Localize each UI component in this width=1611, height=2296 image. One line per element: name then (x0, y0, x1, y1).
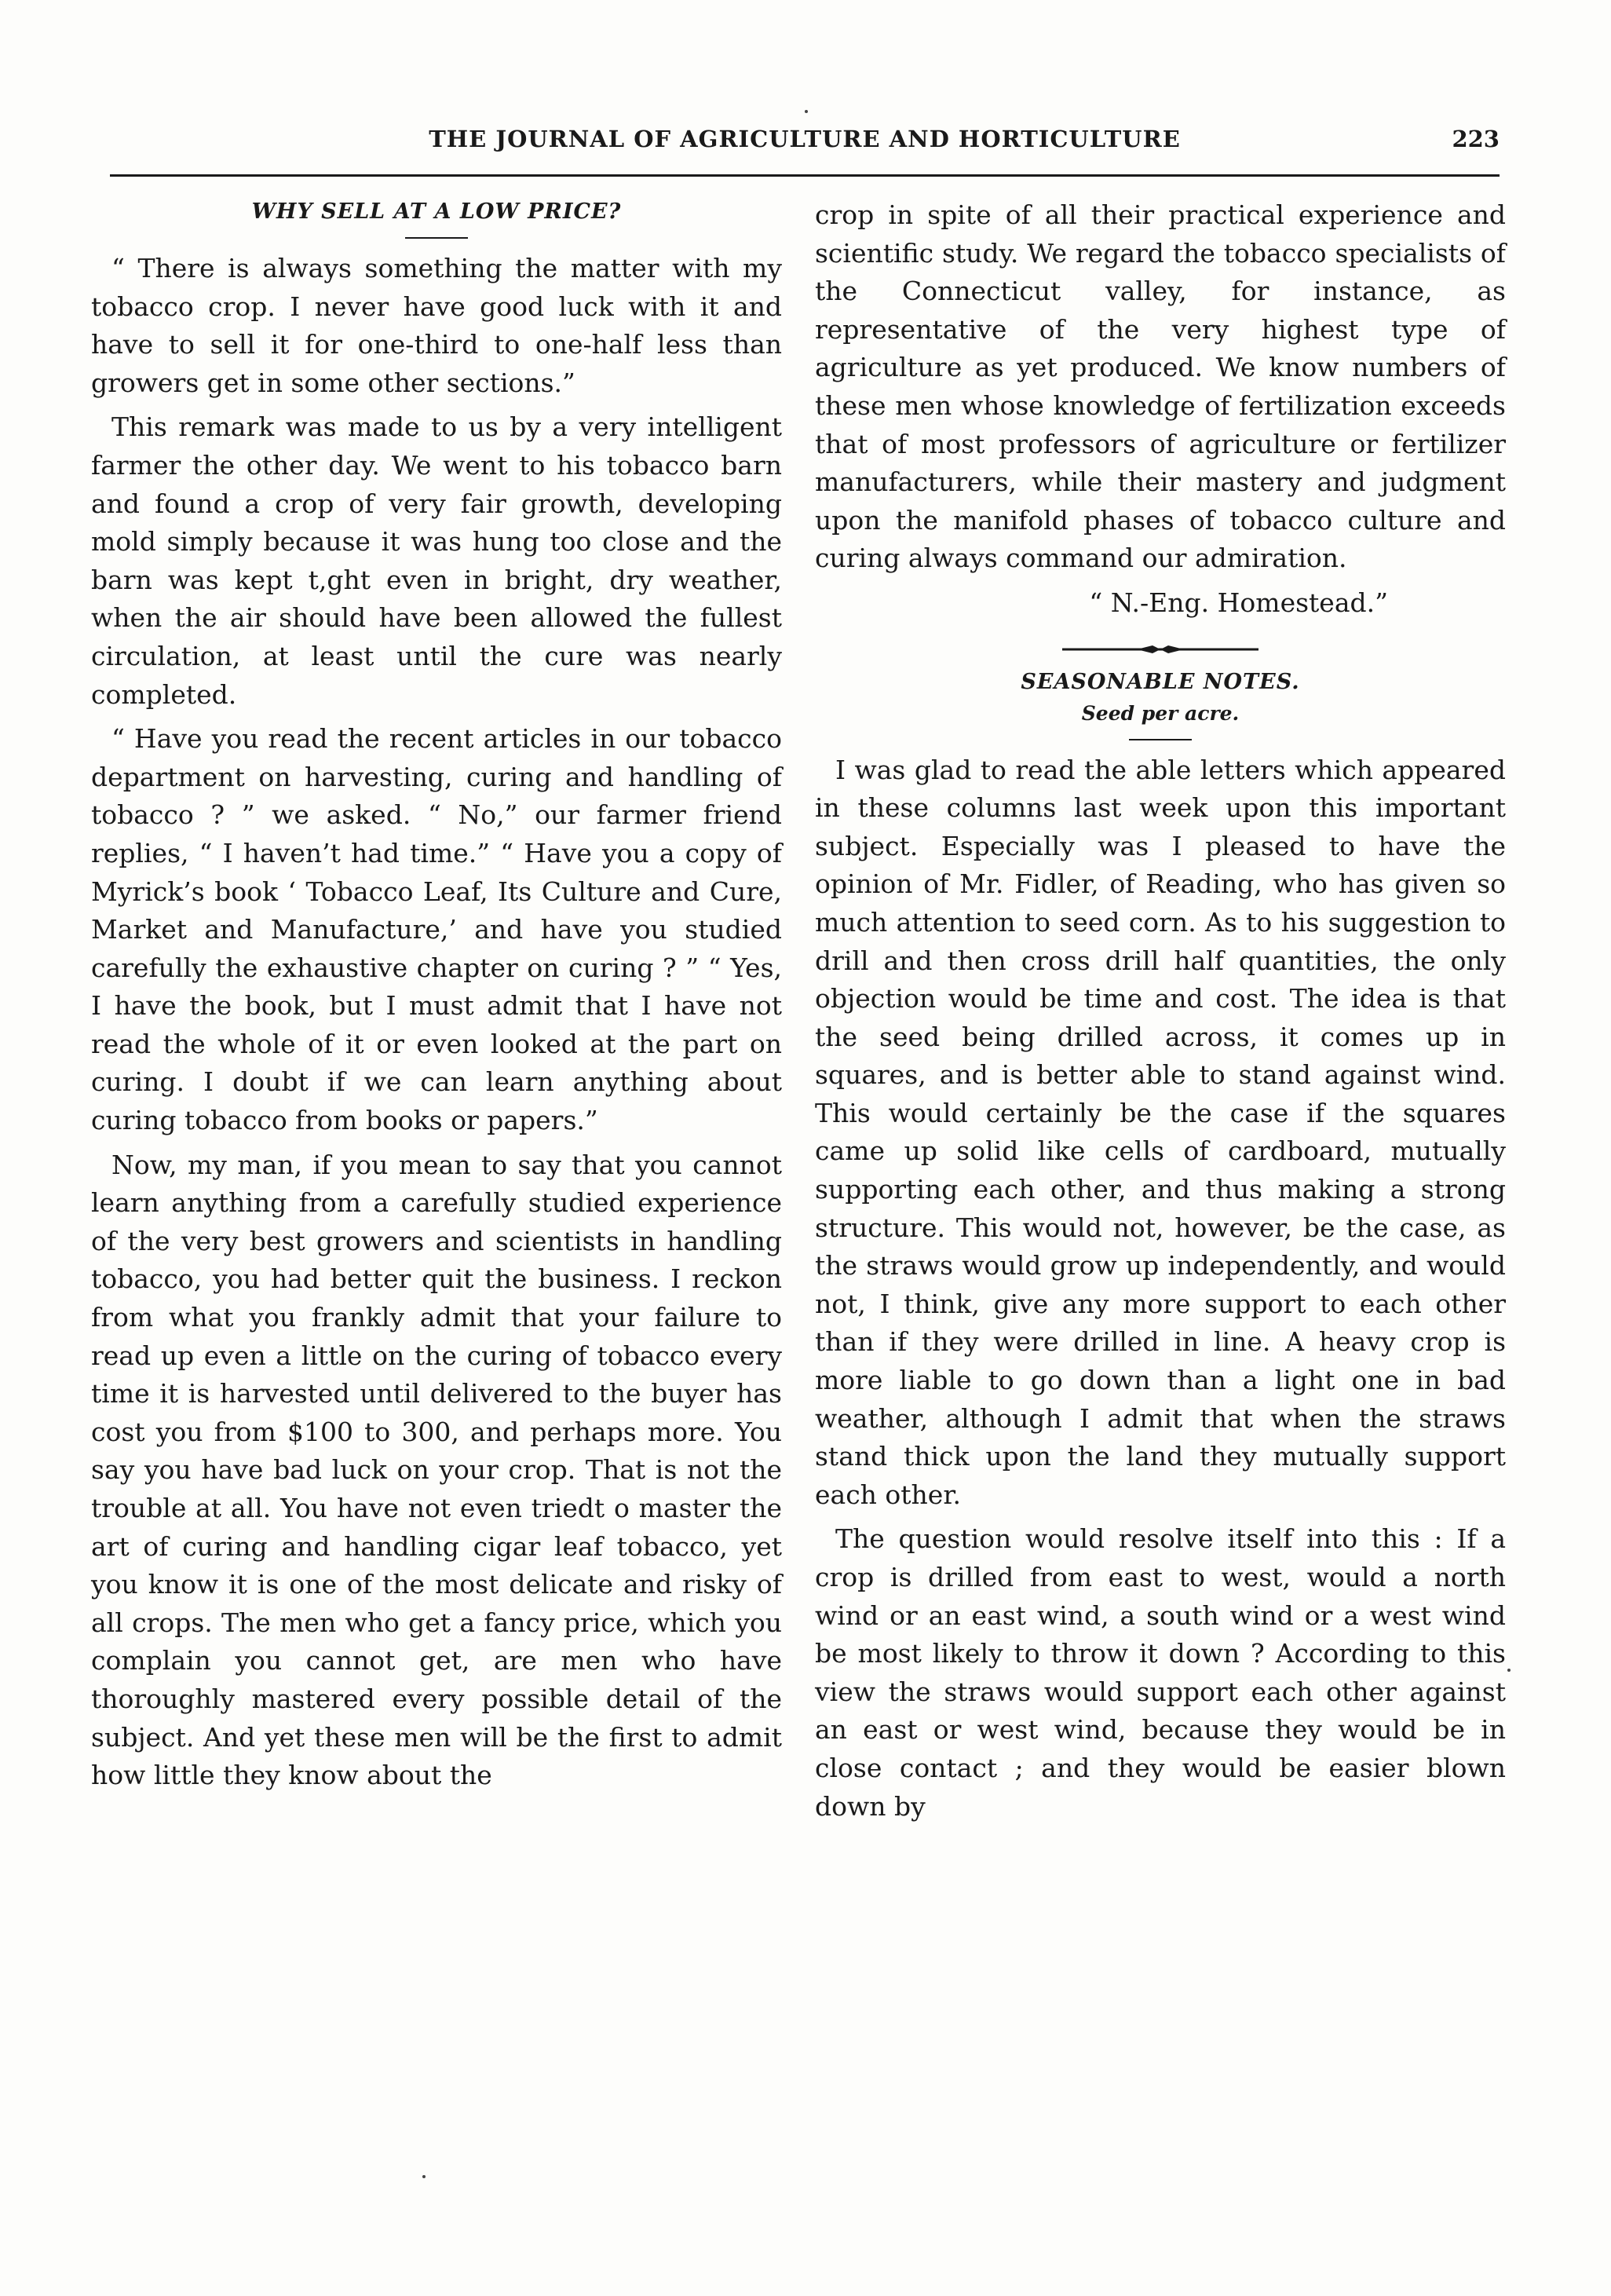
section-divider-ornament (1062, 643, 1258, 656)
title-rule (405, 237, 468, 239)
subtitle-rule (1129, 739, 1192, 740)
journal-title: THE JOURNAL OF AGRICULTURE AND HORTICULTURE (429, 126, 1181, 152)
running-head (110, 126, 1500, 173)
print-speck (422, 2175, 426, 2178)
article-title-why-sell: WHY SELL AT A LOW PRICE? (251, 199, 622, 224)
continued-text-left: Now, my man, if you mean to say that you cannot learn anything from a carefully studied experience of the very best growers and scientists in handling tobacco, you had better quit the business. I reckon from what you frankly admit that your failure to read up even a little on the curing of tobacco every time it is harvested until delivered to the buyer has cost you from $100 to 300, and perhaps more. You say you have bad luck on your crop. That is not the trouble at all. You have not even triedt o master the art of curing and handling cigar leaf tobacco, yet you know it is one of the most delicate and risky of all crops. The men who get a fancy price, which you complain you cannot get, are men who have thoroughly mastered every possible detail of the subject. And yet these men will be the first to admit how little they know about the (91, 1149, 782, 1791)
print-speck (805, 110, 808, 113)
article-paragraph: “ Have you read the recent articles in our tobacco department on harvesting, curing and handling of tobacco ? ” we asked. “ No,” our farmer friend replies, “ I haven’t had time.” “ Have you a copy of Myrick’s book ‘ Tobacco Leaf, Its Culture and Cure, Market and Manufacture,’ and have you studied carefully the exhaustive chapter on curing ? ” “ Yes, I have the book, but I must admit that I have not read the whole of it or even looked at the part on curing. I doubt if we can learn anything about curing tobacco from books or papers.” (91, 723, 782, 1136)
article-paragraph: The question would resolve itself into this : If a crop is drilled from east to west, would a north wind or an east wind, a south wind or a west wind be most likely to throw it down ? According to this view the straws would support each other against an east or west wind, because they would be in close contact ; and they would be easier blown down by (815, 1523, 1506, 1822)
left-column (91, 196, 782, 1801)
article-source: “ N.-Eng. Homestead.” (1089, 587, 1388, 618)
article-paragraph: “ There is always something the matter with my tobacco crop. I never have good luck with it and have to sell it for one-third to one-half less than growers get in some other sections.” (91, 253, 782, 398)
article-paragraph-continued (91, 1146, 782, 1795)
page-number: 223 (1452, 126, 1500, 152)
article-paragraph: This remark was made to us by a very intelligent farmer the other day. We went to his tobacco barn and found a crop of very fair growth, developing mold simply because it was hung too close and the barn was kept t,ght even in bright, dry weather, when the air should have been allowed the fullest circulation, at least until the cure was nearly completed. (91, 411, 782, 710)
article-subtitle: Seed per acre. (1081, 701, 1240, 725)
right-column (815, 196, 1506, 1832)
article-title-seasonable-notes: SEASONABLE NOTES. (1021, 669, 1300, 694)
header-rule (110, 174, 1500, 177)
continued-text-right: crop in spite of all their practical experience and scientific study. We regard the tobacco specialists of the Connecticut valley, for instance, as representative of the very highest type of agriculture as yet produced. We know numbers of these men whose knowledge of fertilization exceeds that of most professors of agriculture or fertilizer manufacturers, while their mastery and judgment upon the manifold phases of tobacco culture and curing always command our admiration. (815, 199, 1506, 574)
print-speck (1507, 1669, 1511, 1672)
continued-paragraph (815, 196, 1506, 578)
article-paragraph: I was glad to read the able letters which appeared in these columns last week upon this important subject. Especially was I pleased to have the opinion of Mr. Fidler, of Reading, who has given so much attention to seed corn. As to his suggestion to drill and then cross drill half quantities, the only objection would be time and cost. The idea is that the seed being drilled across, it comes up in squares, and is better able to stand against wind. This would certainly be the case if the squares came up solid like cells of cardboard, mutually supporting each other, and thus making a strong structure. This would not, however, be the case, as the straws would grow up independently, and would not, I think, give any more support to each other than if they were drilled in line. A heavy crop is more liable to go down than a light one in bad weather, although I admit that when the straws stand thick upon the land they mutually support each other. (815, 754, 1506, 1510)
